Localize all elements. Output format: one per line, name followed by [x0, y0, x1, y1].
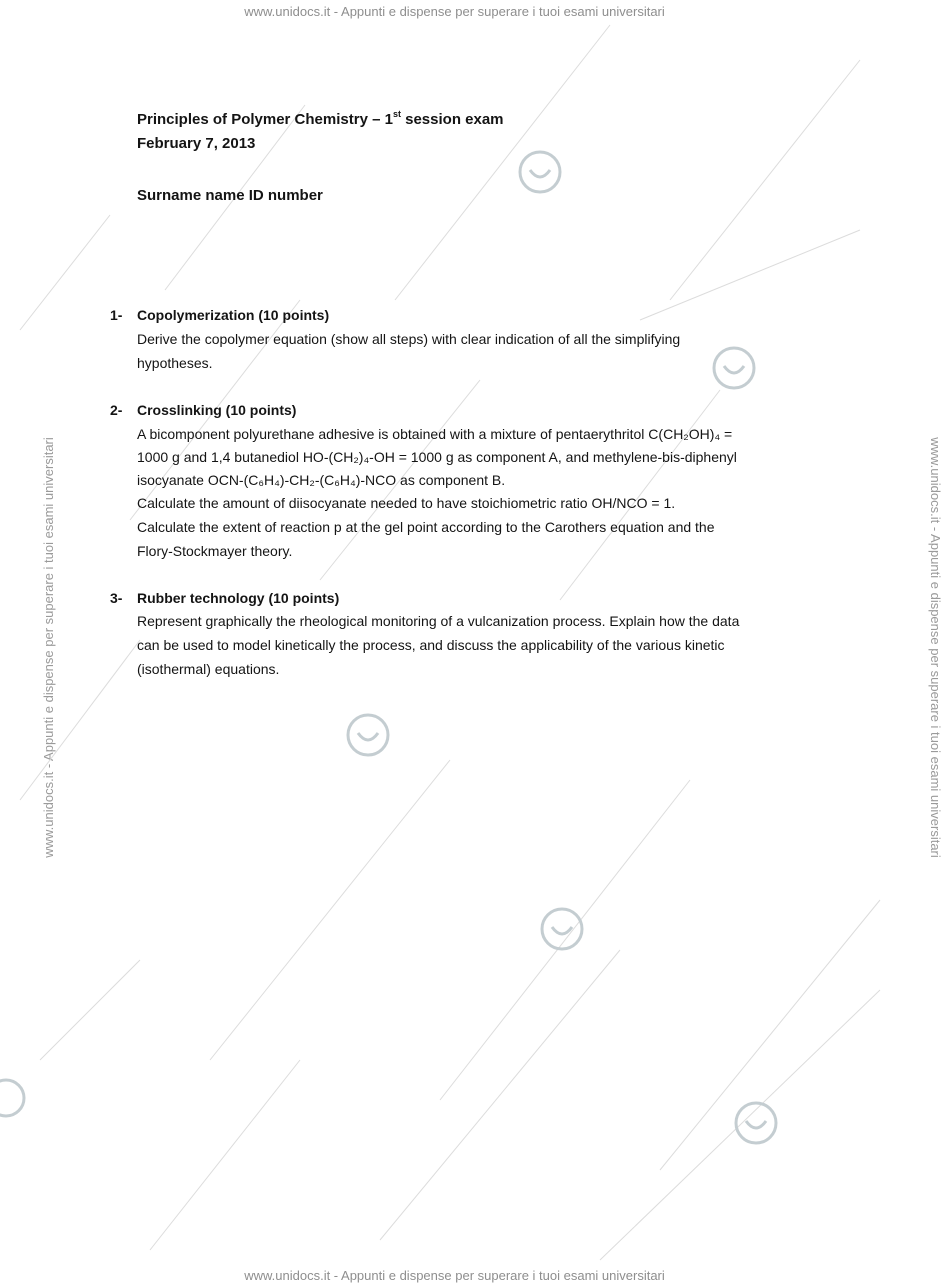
question-text-line: hypotheses.: [137, 355, 213, 371]
watermark-bottom: www.unidocs.it - Appunti e dispense per superare i tuoi esami universitari: [244, 1268, 665, 1283]
question-title: Copolymerization (10 points): [137, 307, 330, 323]
question-text-line: Calculate the amount of diisocyanate needed to have stoichiometric ratio OH/NCO = 1.: [137, 495, 676, 511]
question-title: Crosslinking (10 points): [137, 402, 297, 418]
student-info-line: Surname name ID number: [137, 187, 323, 204]
question-text-line: (isothermal) equations.: [137, 661, 280, 677]
question-text-line: A bicomponent polyurethane adhesive is obtained with a mixture of pentaerythritol C(CH₂OH)₄ =: [137, 426, 733, 442]
exam-title: Principles of Polymer Chemistry – 1st session exam: [137, 109, 504, 128]
question-number: 1-: [110, 307, 123, 323]
question-title: Rubber technology (10 points): [137, 590, 340, 606]
watermark-left: www.unidocs.it - Appunti e dispense per superare i tuoi esami universitari: [40, 437, 56, 858]
question-text-line: 1000 g and 1,4 butanediol HO-(CH₂)₄-OH = 1000 g as component A, and methylene-bis-diphenyl: [137, 449, 737, 465]
question-number: 3-: [110, 590, 123, 606]
question-text-line: isocyanate OCN-(C₆H₄)-CH₂-(C₆H₄)-NCO as component B.: [137, 472, 506, 488]
question-number: 2-: [110, 402, 123, 418]
question-text-line: Represent graphically the rheological monitoring of a vulcanization process. Explain how the data: [137, 613, 740, 629]
exam-date: February 7, 2013: [137, 135, 256, 152]
watermark-right: www.unidocs.it - Appunti e dispense per superare i tuoi esami universitari: [927, 437, 943, 858]
question-text-line: Derive the copolymer equation (show all steps) with clear indication of all the simplifying: [137, 331, 681, 347]
question-text-line: Calculate the extent of reaction p at the gel point according to the Carothers equation and the: [137, 519, 715, 535]
question-text-line: Flory-Stockmayer theory.: [137, 543, 293, 559]
question-text-line: can be used to model kinetically the process, and discuss the applicability of the various kinetic: [137, 637, 725, 653]
watermark-top: www.unidocs.it - Appunti e dispense per superare i tuoi esami universitari: [244, 4, 665, 19]
